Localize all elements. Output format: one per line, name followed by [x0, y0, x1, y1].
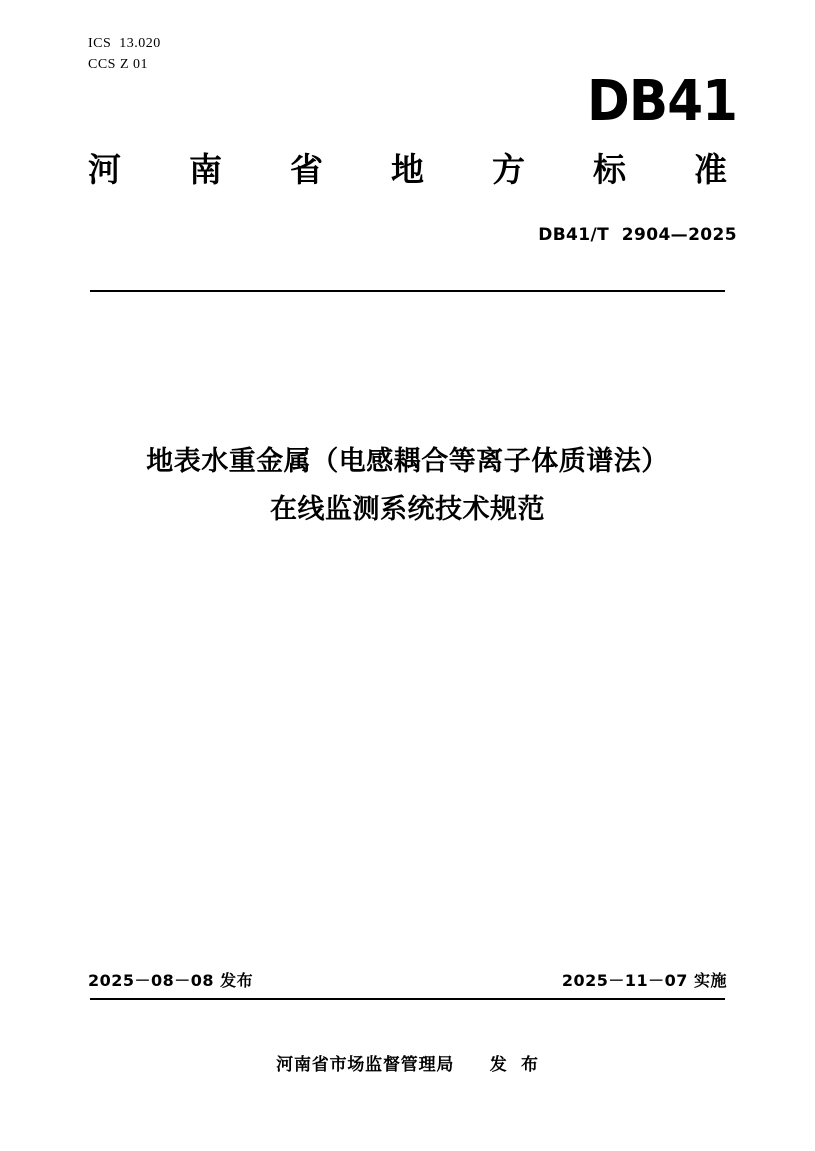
- release-date: 2025－08－08 发布: [88, 971, 254, 990]
- standard-title-cn: [88, 150, 727, 190]
- ccs-code: CCS Z 01: [88, 57, 149, 72]
- title-char-6: 标: [593, 150, 626, 189]
- ics-code: ICS 13.020: [88, 36, 161, 51]
- title-char-3: 省: [290, 150, 323, 189]
- document-title-line-1: 地表水重金属（电感耦合等离子体质谱法）: [146, 446, 669, 477]
- implementation-date: 2025－11－07 实施: [561, 971, 727, 990]
- title-char-5: 方: [492, 150, 525, 189]
- title-char-1: 河: [88, 150, 121, 189]
- document-title: [65, 438, 750, 534]
- standard-number: DB41/T 2904—2025: [538, 225, 737, 245]
- title-char-7: 准: [694, 150, 727, 189]
- title-char-4: 地: [391, 150, 424, 189]
- date-row: [88, 968, 727, 991]
- classification-codes: [88, 33, 161, 75]
- header-divider: [90, 290, 725, 292]
- document-title-line-2: 在线监测系统技术规范: [270, 494, 545, 525]
- publisher-line: 河南省市场监督管理局 发 布: [276, 1055, 539, 1075]
- footer-divider: [90, 998, 725, 1000]
- db41-logo: DB41: [586, 69, 737, 134]
- title-char-2: 南: [189, 150, 222, 189]
